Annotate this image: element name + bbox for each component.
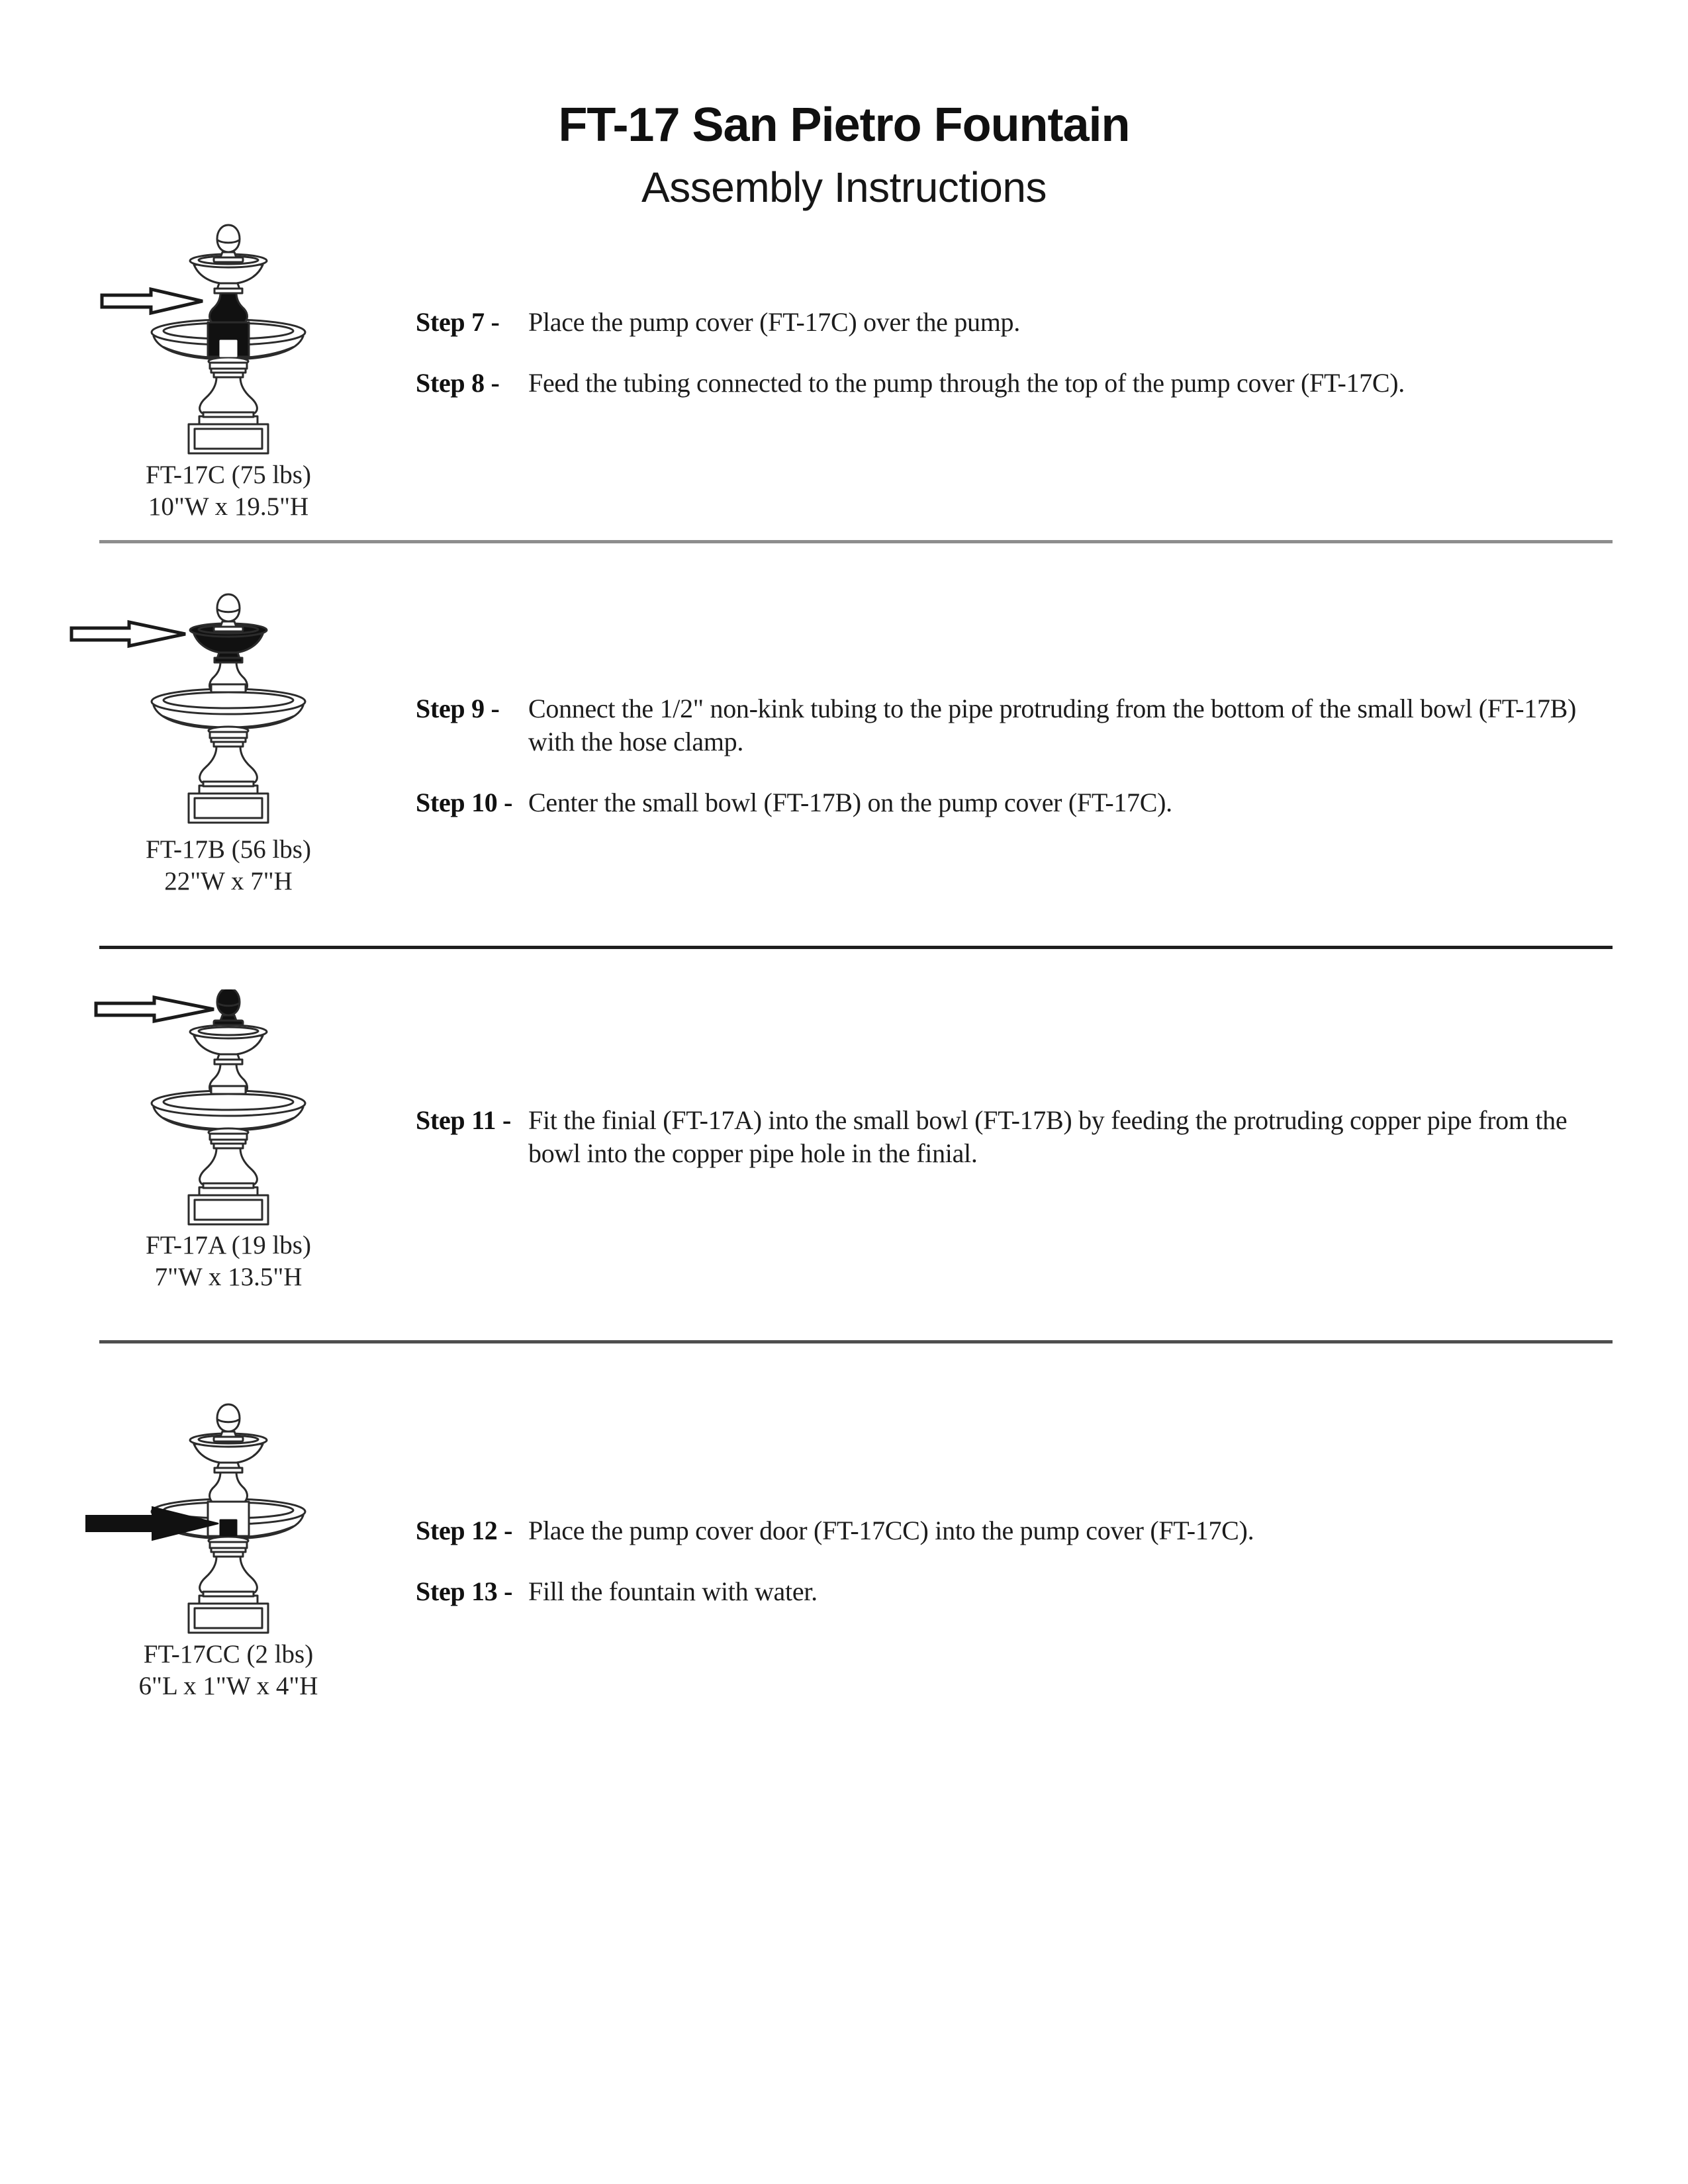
step-list: [416, 692, 1607, 819]
section-divider: [99, 540, 1613, 543]
fountain-pedestal: [200, 1547, 258, 1596]
part-caption: [76, 834, 381, 897]
step-number-label: Step 10 -: [416, 788, 513, 817]
step-list: [416, 1104, 1607, 1170]
fountain-figure-pump-cover: [63, 218, 400, 483]
fountain-figure-finial: [63, 989, 400, 1254]
large-bowl: [152, 689, 305, 729]
part-dimensions: 7"W x 13.5"H: [154, 1263, 303, 1291]
fountain-illustration: [63, 1398, 400, 1662]
step-item: [416, 306, 1607, 339]
large-bowl: [152, 1091, 305, 1130]
fountain-pedestal: [200, 368, 258, 417]
step-list: [416, 1514, 1607, 1608]
part-label: FT-17B (56 lbs): [146, 835, 311, 864]
step-instruction: Fit the finial (FT-17A) into the small bowl (FT-17B) by feeding the protruding copper pipe from the bowl into the copper pipe hole in the finial.: [528, 1105, 1568, 1168]
fountain-pedestal: [200, 1139, 258, 1188]
section-divider: [99, 1340, 1613, 1343]
finial: [214, 225, 243, 262]
bowl-neck-rings: [209, 357, 248, 369]
pump-cover-baluster: [210, 293, 248, 322]
step-number-label: Step 7 -: [416, 307, 500, 337]
pump-cover-door: [220, 341, 236, 356]
pump-cover-baluster: [210, 1472, 248, 1502]
page-title: FT-17 San Pietro Fountain: [558, 99, 1130, 152]
fountain-figure-pump-cover-door: [63, 1398, 400, 1662]
step-item: [416, 786, 1607, 819]
step-item: [416, 1104, 1607, 1170]
part-dimensions: 10"W x 19.5"H: [148, 492, 309, 521]
small-bowl-plinth: [211, 684, 246, 692]
part-dimensions: 22"W x 7"H: [164, 867, 293, 895]
bowl-neck-rings: [209, 1537, 248, 1548]
step-number-label: Step 13 -: [416, 1576, 513, 1606]
section-divider: [99, 946, 1613, 949]
step-instruction: Place the pump cover door (FT-17CC) into the pump cover (FT-17C).: [528, 1516, 1254, 1545]
fountain-pedestal: [200, 737, 258, 786]
part-label: FT-17CC (2 lbs): [143, 1640, 314, 1668]
fountain-illustration: [63, 989, 400, 1254]
fountain-figure-small-bowl: [63, 588, 400, 852]
part-label: FT-17C (75 lbs): [146, 461, 311, 489]
step-number-label: Step 11 -: [416, 1105, 511, 1135]
finial: [214, 989, 243, 1025]
pump-cover-door: [220, 1520, 236, 1535]
step-instruction: Connect the 1/2" non-kink tubing to the pipe protruding from the bottom of the small bowl (FT-17B) with the hose clamp.: [528, 694, 1577, 756]
part-caption: [76, 1639, 381, 1702]
fountain-base: [189, 416, 268, 453]
finial: [214, 594, 243, 631]
fountain-base: [189, 1187, 268, 1224]
step-number-label: Step 9 -: [416, 694, 500, 723]
small-bowl-plinth: [211, 1086, 246, 1094]
step-item: [416, 692, 1607, 758]
step-instruction: Place the pump cover (FT-17C) over the pump.: [528, 307, 1020, 337]
fountain-base: [189, 1596, 268, 1633]
fountain-base: [189, 786, 268, 823]
finial: [214, 1404, 243, 1441]
fountain-illustration: [63, 218, 400, 483]
step-item: [416, 1575, 1607, 1608]
step-number-label: Step 12 -: [416, 1516, 513, 1545]
step-list: [416, 306, 1607, 400]
step-instruction: Fill the fountain with water.: [528, 1576, 818, 1606]
step-number-label: Step 8 -: [416, 368, 500, 398]
part-caption: [76, 1230, 381, 1293]
pointer-arrow-icon: [71, 622, 185, 646]
step-item: [416, 367, 1607, 400]
pointer-arrow-icon: [96, 997, 214, 1021]
step-item: [416, 1514, 1607, 1547]
fountain-illustration: [63, 588, 400, 852]
part-dimensions: 6"L x 1"W x 4"H: [138, 1672, 318, 1700]
bowl-neck-rings: [209, 727, 248, 738]
part-caption: [76, 459, 381, 523]
part-label: FT-17A (19 lbs): [146, 1231, 311, 1259]
small-bowl: [190, 1025, 267, 1064]
bowl-neck-rings: [209, 1128, 248, 1140]
step-instruction: Feed the tubing connected to the pump through the top of the pump cover (FT-17C).: [528, 368, 1405, 398]
page-subtitle: Assembly Instructions: [641, 163, 1047, 211]
step-instruction: Center the small bowl (FT-17B) on the pump cover (FT-17C).: [528, 788, 1172, 817]
pointer-arrow-icon: [102, 289, 203, 313]
